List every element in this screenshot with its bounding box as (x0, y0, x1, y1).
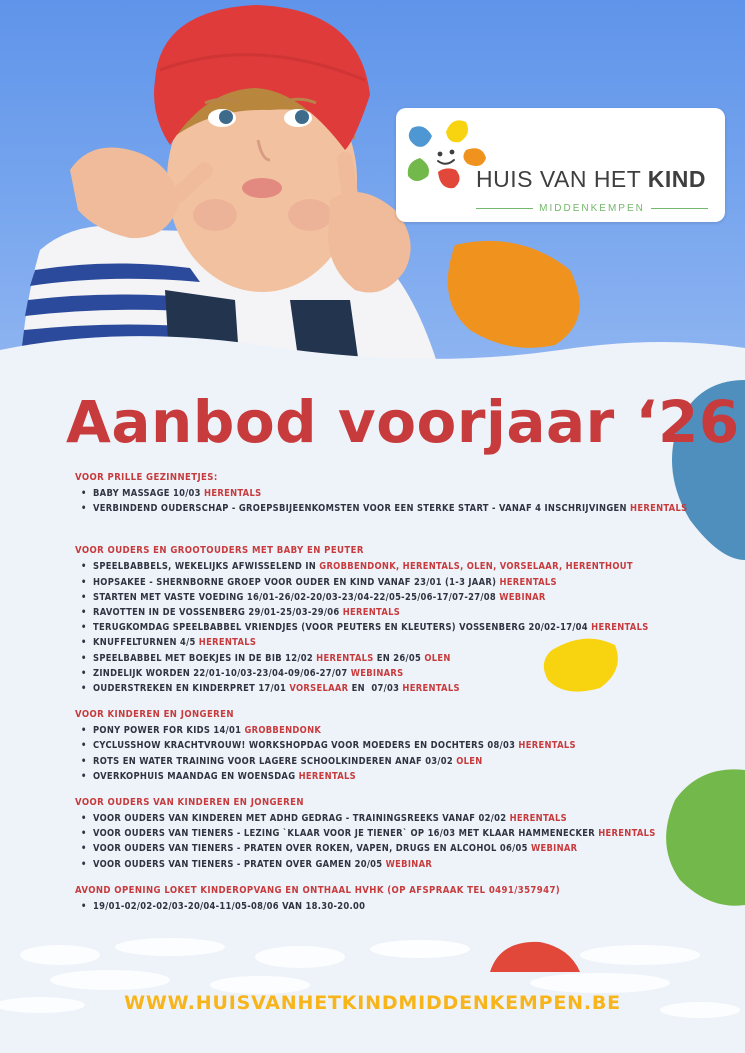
item-text: ROTS EN WATER TRAINING VOOR LAGERE SCHOOLKINDEREN ANAF 03/02 (93, 755, 454, 767)
list-item (81, 826, 685, 841)
item-location: WEBINAR (385, 858, 433, 870)
item-text: VOOR OUDERS VAN TIENERS - PRATEN OVER ROKEN, VAPEN, DRUGS EN ALCOHOL 06/05 (93, 843, 528, 855)
item-text: SPEELBABBEL MET BOEKJES IN DE BIB 12/02 (93, 652, 313, 664)
section-heading: VOOR PRILLE GEZINNETJES: (75, 472, 218, 483)
item-location: HERENTALS (598, 828, 656, 840)
list-item (81, 559, 685, 574)
item-location: HERENTALS (204, 488, 262, 499)
item-connector: EN 26/05 (373, 652, 425, 664)
item-text: RAVOTTEN IN DE VOSSENBERG 29/01-25/03-29/06 (93, 607, 340, 619)
list-item (81, 769, 685, 784)
item-text: OVERKOPHUIS MAANDAG EN WOENSDAG (93, 770, 296, 782)
section (75, 471, 688, 516)
list-item (81, 590, 685, 605)
item-location: HERENTALS (509, 813, 567, 825)
list-item (81, 899, 685, 914)
logo-divider-left (476, 208, 533, 210)
item-list (75, 811, 685, 872)
item-text: KNUFFELTURNEN 4/5 (93, 637, 196, 649)
item-text: VOOR OUDERS VAN TIENERS - PRATEN OVER GAMEN 20/05 (93, 858, 383, 870)
item-text: CYCLUSSHOW KRACHTVROUW! WORKSHOPDAG VOOR MOEDERS EN DOCHTERS 08/03 (93, 740, 516, 752)
item-list (75, 559, 685, 696)
item-location: HERENTALS (518, 740, 576, 752)
item-location: HERENTALS (630, 503, 688, 515)
list-item (81, 738, 685, 753)
offer-list (75, 471, 688, 914)
logo-name-bold: KIND (647, 166, 707, 192)
list-item (81, 635, 685, 650)
section-spacer (75, 516, 685, 544)
item-location: WEBINARS (350, 667, 404, 679)
item-connector: EN 07/03 (348, 683, 403, 695)
item-location: WEBINAR (530, 843, 578, 855)
list-item (81, 811, 685, 826)
item-location: OLEN (456, 755, 483, 767)
list-item (81, 681, 685, 696)
item-text: SPEELBABBELS, WEKELIJKS AFWISSELEND IN (93, 561, 317, 573)
page-title: Aanbod voorjaar ‘26 (66, 388, 740, 456)
section (75, 708, 685, 784)
item-text: ZINDELIJK WORDEN 22/01-10/03-23/04-09/06-27/07 (93, 667, 348, 679)
logo-subtitle-row (476, 203, 708, 214)
section-heading: VOOR OUDERS VAN KINDEREN EN JONGEREN (75, 797, 304, 809)
list-item (81, 651, 685, 666)
list-item (81, 841, 685, 856)
section (75, 884, 685, 914)
list-item (81, 620, 685, 635)
item-text: VERBINDEND OUDERSCHAP - GROEPSBIJEENKOMSTEN VOOR EEN STERKE START - VANAF 4 INSCHRIJVINGEN (93, 503, 627, 515)
section-spacer (75, 696, 685, 708)
item-text: STARTEN MET VASTE VOEDING 16/01-26/02-20/03-23/04-22/05-25/06-17/07-27/08 (93, 591, 497, 603)
item-location-2: OLEN (424, 652, 451, 664)
section-spacer (75, 872, 685, 884)
logo-card (396, 108, 725, 222)
item-location-2: HERENTALS (402, 683, 460, 695)
item-location: HERENTALS (342, 607, 401, 619)
item-location: HERENTALS (198, 637, 257, 649)
section (75, 544, 685, 696)
logo-divider-right (651, 208, 708, 210)
item-text: HOPSAKEE - SHERNBORNE GROEP VOOR OUDER EN KIND VANAF 23/01 (1-3 JAAR) (93, 576, 497, 588)
item-location: GROBBENDONK (244, 725, 322, 737)
item-location: HERENTALS (298, 770, 356, 782)
item-text: OUDERSTREKEN EN KINDERPRET 17/01 (93, 683, 287, 695)
item-location: HERENTALS (499, 576, 557, 588)
item-location: HERENTALS (316, 652, 374, 664)
item-list (75, 899, 685, 914)
bottom-decoration (0, 925, 745, 1053)
item-text: BABY MASSAGE 10/03 (93, 488, 201, 499)
item-location: WEBINAR (499, 591, 546, 603)
list-item (81, 666, 685, 681)
item-location: VORSELAAR (289, 683, 349, 695)
item-text: 19/01-02/02-02/03-20/04-11/05-08/06 VAN 18.30-20.00 (93, 900, 366, 912)
section-heading: AVOND OPENING LOKET KINDEROPVANG EN ONTHAAL HVHK (OP AFSPRAAK TEL 0491/357947) (75, 884, 561, 896)
item-text: TERUGKOMDAG SPEELBABBEL VRIENDJES (VOOR PEUTERS EN KLEUTERS) VOSSENBERG 20/02-17/04 (93, 622, 588, 634)
list-item (81, 723, 685, 738)
website-url[interactable]: WWW.HUISVANHETKINDMIDDENKEMPEN.BE (124, 992, 621, 1014)
list-item (81, 501, 688, 516)
list-item (81, 575, 685, 590)
logo-name-light: HUIS VAN HET (476, 166, 641, 192)
list-item (81, 486, 685, 501)
item-list (75, 486, 688, 516)
item-location: GROBBENDONK, HERENTALS, OLEN, VORSELAAR, HERENTHOUT (319, 561, 633, 573)
logo-wordmark (476, 166, 706, 193)
section (75, 796, 685, 872)
item-location: HERENTALS (591, 622, 649, 634)
item-text: VOOR OUDERS VAN TIENERS - LEZING `KLAAR VOOR JE TIENER` OP 16/03 MET KLAAR HAMMENECKER (93, 828, 596, 840)
list-item (81, 605, 685, 620)
section-heading: VOOR OUDERS EN GROOTOUDERS MET BABY EN PEUTER (75, 545, 364, 557)
item-text: PONY POWER FOR KIDS 14/01 (93, 725, 242, 737)
item-list (75, 723, 685, 784)
list-item (81, 857, 685, 872)
list-item (81, 754, 685, 769)
section-spacer (75, 784, 685, 796)
section-heading: VOOR KINDEREN EN JONGEREN (75, 709, 234, 721)
item-text: VOOR OUDERS VAN KINDEREN MET ADHD GEDRAG - TRAININGSREEKS VANAF 02/02 (93, 813, 507, 825)
logo-subtitle: MIDDENKEMPEN (539, 203, 645, 214)
orange-blob (448, 241, 580, 348)
